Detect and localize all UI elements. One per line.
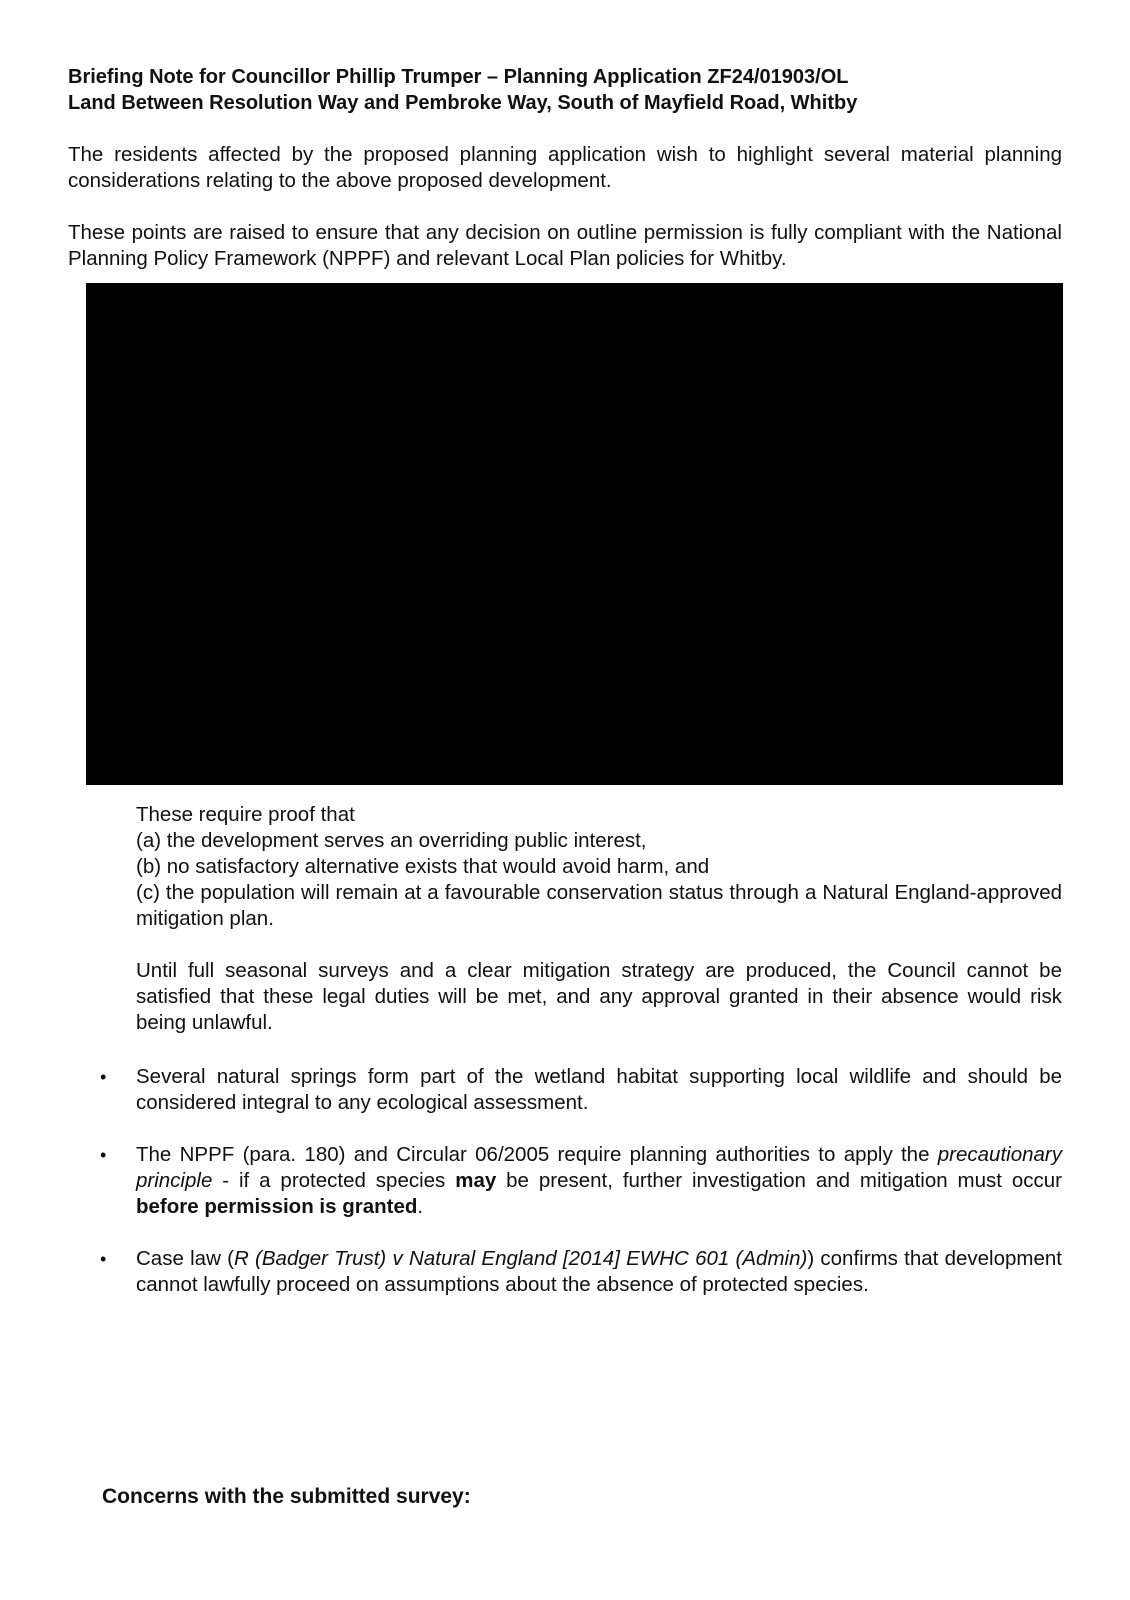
bullet-nppf bbox=[100, 1142, 1062, 1220]
proof-lead: These require proof that bbox=[136, 803, 355, 826]
bullet-caselaw-text: Case law (R (Badger Trust) v Natural England [2014] EWHC 601 (Admin)) confirms that development cannot lawfully proceed on assumptions about the absence of protected species. bbox=[136, 1247, 1062, 1296]
proof-item-b: (b) no satisfactory alternative exists that would avoid harm, and bbox=[136, 855, 710, 878]
bullet-springs-text: Several natural springs form part of the wetland habitat supporting local wildlife and should be considered integral to any ecological assessment. bbox=[136, 1065, 1062, 1114]
emphasis-before-permission: before permission is granted bbox=[136, 1195, 418, 1218]
document-title-line-1: Briefing Note for Councillor Phillip Trumper – Planning Application ZF24/01903/OL bbox=[68, 66, 849, 88]
bullet-icon: • bbox=[100, 1145, 107, 1165]
precautionary-principle-term: precautionary principle bbox=[136, 1143, 1062, 1192]
proof-item-a: (a) the development serves an overriding public interest, bbox=[136, 829, 647, 852]
emphasis-may: may bbox=[455, 1169, 497, 1192]
bullet-springs bbox=[100, 1064, 1062, 1116]
bullet-caselaw bbox=[100, 1246, 1062, 1298]
intro-paragraph-2: These points are raised to ensure that any decision on outline permission is fully compliant with the National Planning Policy Framework (NPPF) and relevant Local Plan policies for Whitby. bbox=[68, 221, 1062, 270]
bullet-nppf-text: The NPPF (para. 180) and Circular 06/2005 require planning authorities to apply the precautionary principle - if a protected species may be present, further investigation and mitigation must occur before permission is granted. bbox=[136, 1143, 1063, 1218]
proof-requirements bbox=[136, 802, 1062, 932]
proof-item-c: (c) the population will remain at a favourable conservation status through a Natural England-approved mitigation plan. bbox=[136, 881, 1062, 930]
case-citation: R (Badger Trust) v Natural England [2014] EWHC 601 (Admin) bbox=[233, 1247, 808, 1270]
bullet-icon: • bbox=[100, 1249, 107, 1269]
document-title-line-2: Land Between Resolution Way and Pembroke Way, South of Mayfield Road, Whitby bbox=[68, 92, 858, 114]
intro-paragraph-1: The residents affected by the proposed planning application wish to highlight several material planning considerations relating to the above proposed development. bbox=[68, 143, 1062, 192]
redacted-block bbox=[86, 283, 1063, 785]
until-paragraph: Until full seasonal surveys and a clear mitigation strategy are produced, the Council cannot be satisfied that these legal duties will be met, and any approval granted in their absence would risk being unlawful. bbox=[136, 959, 1062, 1034]
concerns-heading: Concerns with the submitted survey: bbox=[102, 1485, 471, 1508]
bullet-icon: • bbox=[100, 1067, 107, 1087]
